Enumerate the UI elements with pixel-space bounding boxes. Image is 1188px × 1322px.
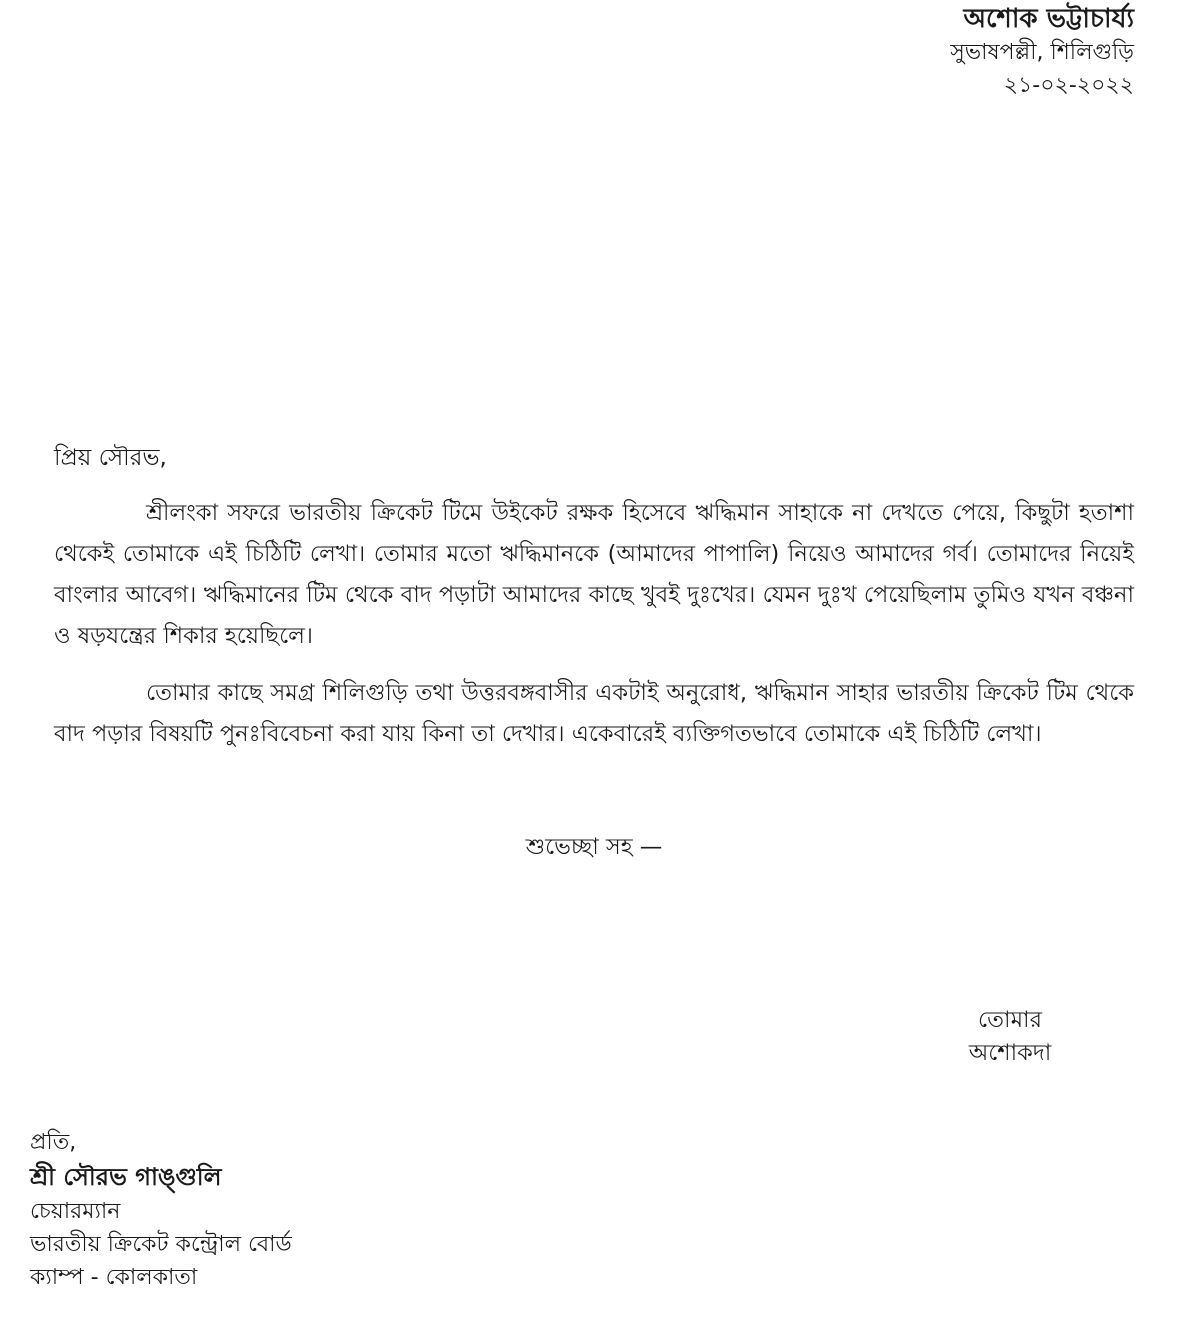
recipient-prefix: প্রতি, [30, 1130, 77, 1155]
body-paragraph-2: তোমার কাছে সমগ্র শিলিগুড়ি তথা উত্তরবঙ্গবাসীর একটাই অনুরোধ, ঋদ্ধিমান সাহার ভারতীয় ক্রিকেট টিম থেকে বাদ পড়ার বিষয়টি পুনঃবিবেচনা করা যায় কিনা তা দেখার। একেবারেই ব্যক্তিগতভাবে তোমাকে এই চিঠিটি লেখা। [54, 680, 1134, 747]
closing-line: শুভেচ্ছা সহ — [525, 834, 663, 860]
salutation: প্রিয় সৌরভ, [54, 445, 167, 471]
letter-date: ২১-০২-২০২২ [1003, 73, 1134, 98]
recipient-block [30, 1126, 292, 1294]
recipient-name: শ্রী সৌরভ গাঙ্গুলি [30, 1163, 222, 1191]
signoff-block [900, 1004, 1120, 1070]
recipient-location: ক্যাম্প - কোলকাতা [30, 1265, 198, 1290]
body-paragraph-1: শ্রীলংকা সফরে ভারতীয় ক্রিকেট টিমে উইকেট রক্ষক হিসেবে ঋদ্ধিমান সাহাকে না দেখতে পেয়ে, কিছুটা হতাশা থেকেই তোমাকে এই চিঠিটি লেখা। তোমার মতো ঋদ্ধিমানকে (আমাদের পাপালি) নিয়েও আমাদের গর্ব। তোমাদের নিয়েই বাংলার আবেগ। ঋদ্ধিমানের টিম থেকে বাদ পড়াটা আমাদের কাছে খুবই দুঃখের। যেমন দুঃখ পেয়েছিলাম তুমিও যখন বঞ্চনা ও ষড়যন্ত্রের শিকার হয়েছিলে। [54, 500, 1134, 649]
sender-name: অশোক ভট্টাচার্য্য [963, 4, 1134, 34]
recipient-organization: ভারতীয় ক্রিকেট কন্ট্রোল বোর্ড [30, 1232, 292, 1257]
recipient-title: চেয়ারম্যান [30, 1199, 121, 1224]
signoff-line-2: অশোকদা [968, 1040, 1052, 1066]
sender-block [950, 2, 1134, 102]
sender-address: সুভাষপল্লী, শিলিগুড়ি [950, 40, 1134, 65]
signoff-line-1: তোমার [978, 1007, 1042, 1033]
